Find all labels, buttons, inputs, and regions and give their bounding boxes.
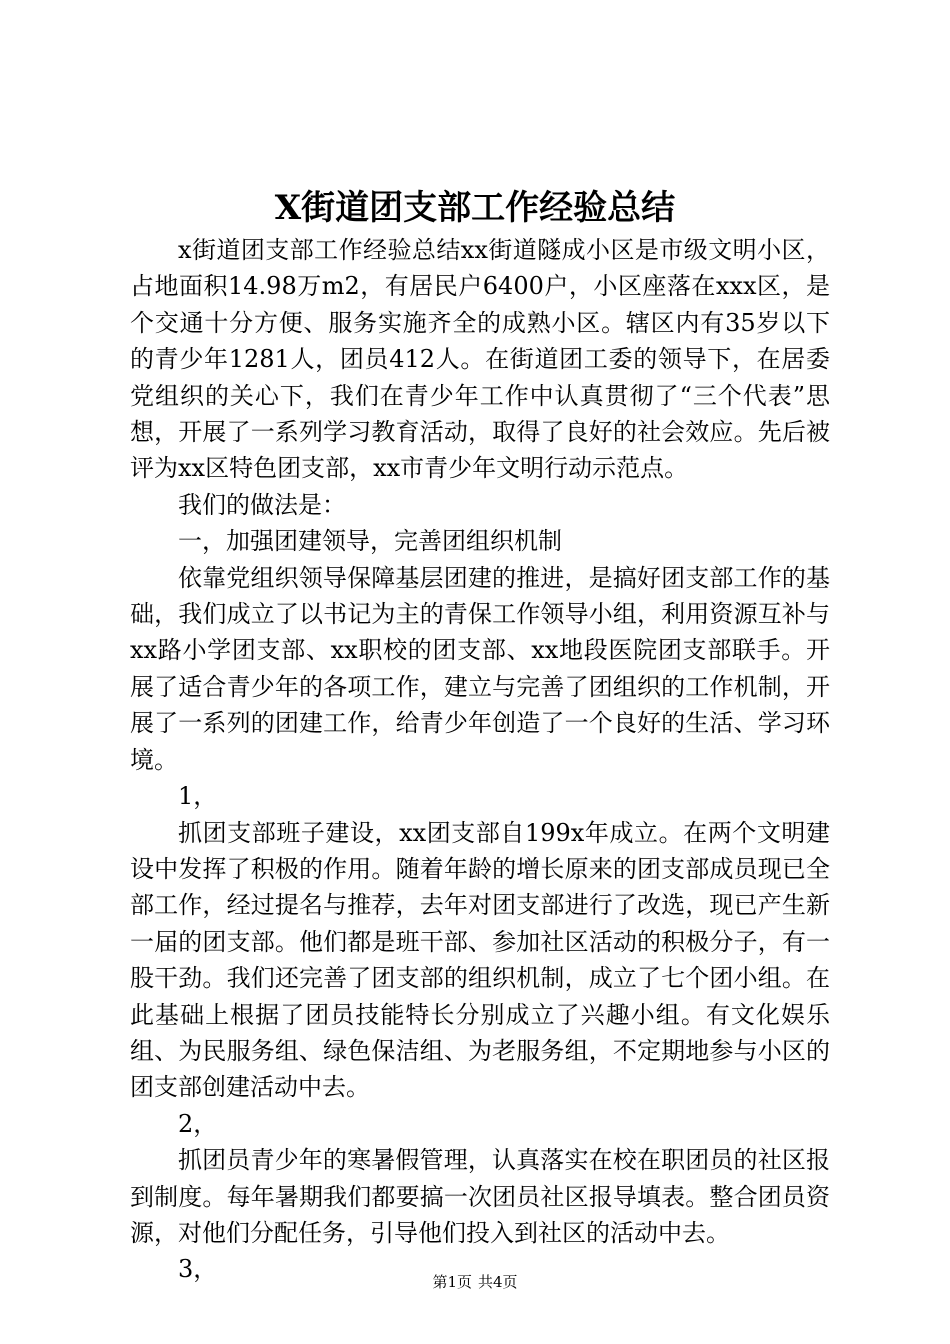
page-total: 共4页 (478, 1273, 518, 1291)
document-title: X街道团支部工作经验总结 (274, 188, 676, 228)
page-footer (0, 1272, 950, 1292)
section-heading-one: 一，加强团建领导，完善团组织机制 (178, 527, 562, 556)
item-number-1: 1， (178, 782, 218, 811)
paragraph-intro: x街道团支部工作经验总结xx街道隧成小区是市级文明小区，占地面积14.98万m2，有居民户6400户，小区座落在xxx区，是个交通十分方便、服务实施齐全的成熟小区。辖区内有35岁以下的青少年1281人，团员412人。在街道团工委的领导下，在居委党组织的关心下，我们在青少年工作中认真贯彻了“三个代表”思想，开展了一系列学习教育活动，取得了良好的社会效应。先后被评为xx区特色团支部，xx市青少年文明行动示范点。 (130, 236, 830, 483)
item-number-2: 2， (178, 1109, 218, 1138)
paragraph-item-2: 抓团员青少年的寒暑假管理，认真落实在校在职团员的社区报到制度。每年暑期我们都要搞一次团员社区报导填表。整合团员资源，对他们分配任务，引导他们投入到社区的活动中去。 (130, 1146, 830, 1247)
page-number: 第1页 (432, 1273, 472, 1291)
paragraph-section-one: 依靠党组织领导保障基层团建的推进，是搞好团支部工作的基础，我们成立了以书记为主的青保工作领导小组，利用资源互补与xx路小学团支部、xx职校的团支部、xx地段医院团支部联手。开展了适合青少年的各项工作，建立与完善了团组织的工作机制，开展了一系列的团建工作，给青少年创造了一个良好的生活、学习环境。 (130, 563, 830, 774)
item-number-3: 3， (178, 1255, 218, 1284)
paragraph-item-1: 抓团支部班子建设，xx团支部自199x年成立。在两个文明建设中发挥了积极的作用。随着年龄的增长原来的团支部成员现已全部工作，经过提名与推荐，去年对团支部进行了改选，现已产生新一届的团支部。他们都是班干部、参加社区活动的积极分子，有一股干劲。我们还完善了团支部的组织机制，成立了七个团小组。在此基础上根据了团员技能特长分别成立了兴趣小组。有文化娱乐组、为民服务组、绿色保洁组、为老服务组，不定期地参与小区的团支部创建活动中去。 (130, 818, 830, 1102)
document-body (130, 232, 830, 1288)
paragraph-methods-intro: 我们的做法是： (178, 490, 346, 519)
